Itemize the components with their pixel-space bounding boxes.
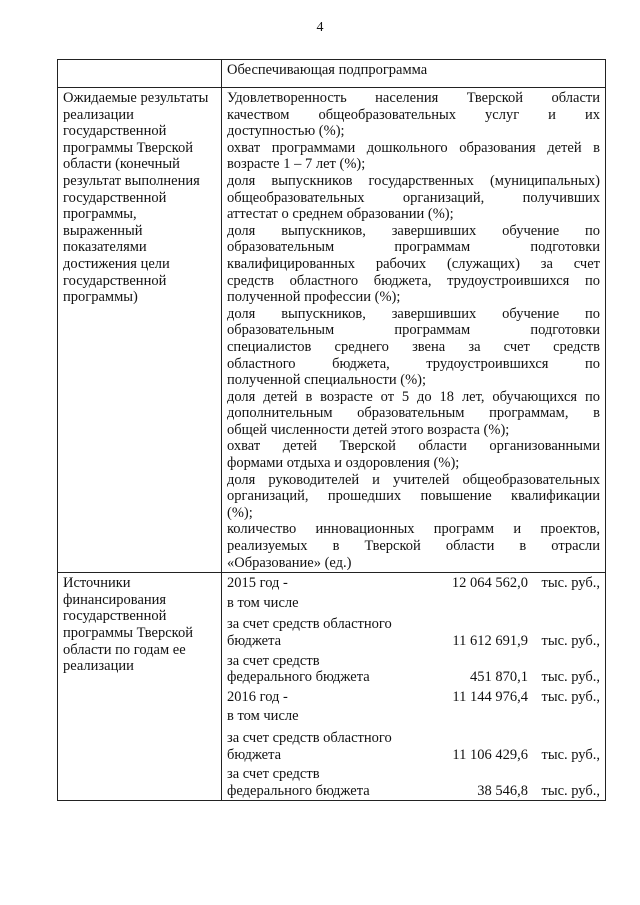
financing-2015-total-row bbox=[227, 575, 600, 592]
financing-2016-regional-row bbox=[227, 747, 600, 764]
federal-amount: 38 546,8 bbox=[477, 782, 528, 799]
results-text bbox=[227, 90, 600, 571]
results-text-line: (%); bbox=[227, 504, 253, 521]
unit-label: тыс. руб., bbox=[541, 782, 600, 799]
results-text-line: дополнительным образовательным программам, в bbox=[227, 405, 600, 422]
regional-source-line2: бюджета bbox=[227, 633, 282, 649]
financing-label-line: государственной bbox=[63, 608, 167, 625]
table-header-row bbox=[58, 60, 606, 88]
results-label-line: результат выполнения bbox=[63, 172, 200, 189]
regional-source-line1: за счет средств областного bbox=[227, 616, 392, 633]
financing-2016-total-row bbox=[227, 689, 600, 706]
results-text-line: образовательным программам подготовки bbox=[227, 239, 600, 256]
results-text-line: доля выпускников, завершивших обучение по bbox=[227, 305, 600, 322]
table-row bbox=[58, 88, 606, 573]
results-text-line: организаций, прошедших повышение квалификации bbox=[227, 488, 600, 505]
results-text-line: качеством общеобразовательных услуг и их bbox=[227, 106, 600, 123]
results-label-line: государственной bbox=[63, 123, 167, 140]
results-label-line: программы, bbox=[63, 206, 137, 223]
regional-source-line1: за счет средств областного bbox=[227, 729, 392, 746]
results-text-line: квалифицированных рабочих (служащих) за счет bbox=[227, 255, 600, 272]
financing-label-cell bbox=[58, 573, 222, 801]
unit-label: тыс. руб., bbox=[541, 669, 600, 686]
unit-label: тыс. руб., bbox=[541, 746, 600, 763]
results-label-line: выраженный bbox=[63, 222, 143, 239]
year-label: 2016 год - bbox=[227, 688, 288, 705]
results-label-line: Ожидаемые результаты bbox=[63, 90, 209, 106]
federal-source-line1: за счет средств bbox=[227, 652, 320, 669]
financing-label-line: финансирования bbox=[63, 591, 167, 608]
results-label bbox=[63, 90, 216, 306]
including-label: в том числе bbox=[227, 708, 299, 725]
financing-text-cell bbox=[222, 573, 606, 801]
financing-label bbox=[63, 575, 216, 675]
results-label-line: государственной bbox=[63, 272, 167, 289]
page-number: 4 bbox=[316, 20, 324, 35]
including-label: в том числе bbox=[227, 594, 299, 611]
results-label-line: реализации bbox=[63, 106, 134, 123]
regional-source-line2: бюджета bbox=[227, 746, 282, 763]
regional-amount: 11 106 429,6 bbox=[452, 746, 528, 763]
results-text-line: доступностью (%); bbox=[227, 123, 345, 140]
financing-2015-federal-row bbox=[227, 669, 600, 686]
results-label-cell bbox=[58, 88, 222, 573]
table-row bbox=[58, 573, 606, 801]
results-text-line: «Образование» (ед.) bbox=[227, 554, 352, 571]
results-text-line: доля выпускников, завершивших обучение по bbox=[227, 222, 600, 239]
total-amount: 12 064 562,0 bbox=[451, 575, 528, 592]
results-text-line: возрасте 1 – 7 лет (%); bbox=[227, 156, 366, 173]
unit-label: тыс. руб., bbox=[541, 633, 600, 649]
passport-table bbox=[57, 59, 606, 801]
results-label-line: программы) bbox=[63, 289, 138, 306]
results-text-line: охват программами дошкольного образования детей в bbox=[227, 139, 600, 156]
federal-source-line2: федерального бюджета bbox=[227, 669, 370, 686]
financing-label-line: области по годам ее bbox=[63, 641, 186, 658]
results-text-line: полученной специальности (%); bbox=[227, 372, 427, 389]
results-label-line: достижения цели bbox=[63, 255, 170, 272]
results-text-line: образовательным программам подготовки bbox=[227, 322, 600, 339]
financing-label-line: реализации bbox=[63, 658, 134, 675]
results-label-line: государственной bbox=[63, 189, 167, 206]
financing-2015-regional-row bbox=[227, 633, 600, 650]
results-text-line: аттестат о среднем образовании (%); bbox=[227, 206, 454, 223]
financing-label-line: Источники bbox=[63, 575, 131, 592]
results-label-line: показателями bbox=[63, 239, 147, 256]
results-text-line: реализуемых в Тверской области в отрасли bbox=[227, 538, 600, 555]
results-text-line: полученной профессии (%); bbox=[227, 289, 401, 306]
federal-source-line2: федерального бюджета bbox=[227, 782, 370, 799]
year-label: 2015 год - bbox=[227, 575, 288, 592]
results-text-line: доля руководителей и учителей общеобразовательных bbox=[227, 471, 600, 488]
financing-label-line: программы Тверской bbox=[63, 625, 193, 641]
results-label-line: программы Тверской bbox=[63, 139, 193, 156]
federal-amount: 451 870,1 bbox=[470, 669, 528, 686]
results-text-line: доля выпускников государственных (муниципальных) bbox=[227, 172, 600, 189]
financing-2016-federal-row bbox=[227, 783, 600, 800]
header-right-cell: Обеспечивающая подпрограмма bbox=[222, 60, 606, 88]
results-text-line: средств областного бюджета, трудоустроившихся по bbox=[227, 272, 600, 289]
unit-label: тыс. руб., bbox=[541, 688, 600, 705]
results-text-line: количество инновационных программ и проектов, bbox=[227, 521, 600, 538]
results-text-line: общеобразовательных организаций, получивших bbox=[227, 189, 600, 206]
results-text-cell bbox=[222, 88, 606, 573]
results-text-line: охват детей Тверской области организованными bbox=[227, 438, 600, 455]
results-text-line: общей численности детей этого возраста (%); bbox=[227, 421, 510, 438]
regional-amount: 11 612 691,9 bbox=[452, 633, 528, 649]
unit-label: тыс. руб., bbox=[541, 575, 600, 592]
results-text-line: областного бюджета, трудоустроившихся по bbox=[227, 355, 600, 372]
federal-source-line1: за счет средств bbox=[227, 766, 320, 783]
results-text-line: доля детей в возрасте от 5 до 18 лет, обучающихся по bbox=[227, 388, 600, 405]
header-left-cell bbox=[58, 60, 222, 88]
total-amount: 11 144 976,4 bbox=[452, 688, 528, 705]
results-label-line: области (конечный bbox=[63, 156, 180, 173]
results-text-line: специалистов среднего звена за счет средств bbox=[227, 338, 600, 355]
results-text-line: Удовлетворенность населения Тверской области bbox=[227, 90, 600, 106]
results-text-line: формами отдыха и оздоровления (%); bbox=[227, 455, 460, 472]
